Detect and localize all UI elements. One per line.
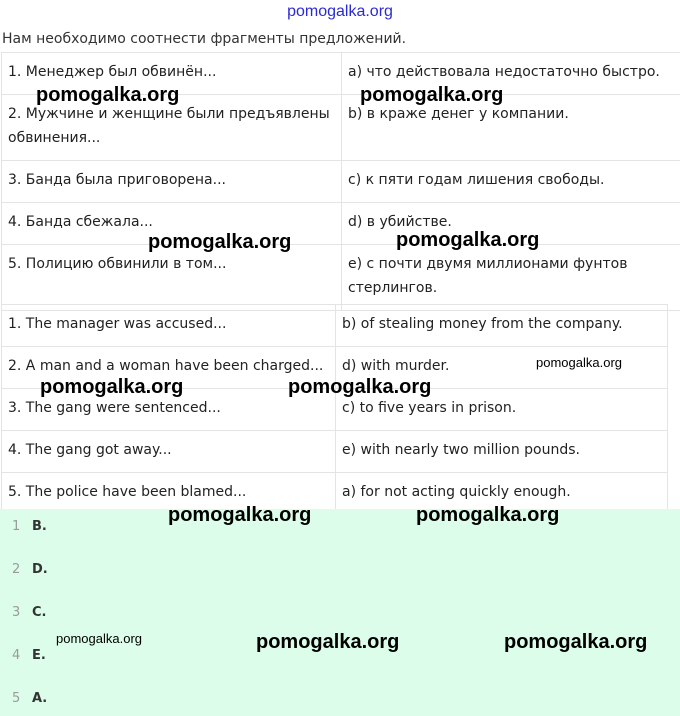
task-intro: Нам необходимо соотнести фрагменты предложений.: [2, 31, 407, 47]
watermark: pomogalka.org: [256, 631, 400, 653]
table-cell-right: d) в убийстве.: [342, 203, 680, 245]
answer-row: [12, 518, 47, 536]
watermark: pomogalka.org: [396, 229, 540, 251]
table-row: [2, 161, 680, 203]
answer-number: 2: [12, 562, 21, 577]
answer-letter: B.: [32, 519, 47, 534]
table-cell-left: 4. The gang got away...: [2, 431, 336, 473]
answer-number: 3: [12, 605, 21, 620]
table-cell-right: c) to five years in prison.: [336, 389, 668, 431]
table-cell-left: 3. Банда была приговорена...: [2, 161, 342, 203]
table-cell-left: 2. A man and a woman have been charged...: [2, 347, 336, 389]
answer-number: 1: [12, 519, 21, 534]
watermark: pomogalka.org: [536, 355, 622, 370]
watermark: pomogalka.org: [40, 376, 184, 398]
table-cell-left: 5. The police have been blamed...: [2, 473, 336, 515]
answer-panel: [0, 509, 680, 716]
answer-row: [12, 604, 46, 622]
table-cell-right: a) что действовала недостаточно быстро.: [342, 53, 680, 95]
table-cell-right: c) к пяти годам лишения свободы.: [342, 161, 680, 203]
answer-letter: D.: [32, 562, 48, 577]
table-cell-left: 2. Мужчине и женщине были предъявлены обвинения...: [2, 95, 342, 161]
watermark: pomogalka.org: [36, 84, 180, 106]
watermark: pomogalka.org: [416, 504, 560, 526]
table-cell-left: 3. The gang were sentenced...: [2, 389, 336, 431]
answer-letter: C.: [32, 605, 47, 620]
table-cell-left: 1. The manager was accused...: [2, 305, 336, 347]
watermark: pomogalka.org: [148, 231, 292, 253]
answer-row: [12, 690, 47, 708]
answer-letter: A.: [32, 691, 48, 706]
answer-row: [12, 561, 48, 579]
watermark: pomogalka.org: [56, 631, 142, 646]
table-cell-left: 4. Банда сбежала...: [2, 203, 342, 245]
site-header-link[interactable]: pomogalka.org: [287, 3, 393, 20]
answer-row: [12, 647, 46, 665]
table-cell-right: b) of stealing money from the company.: [336, 305, 668, 347]
watermark: pomogalka.org: [360, 84, 504, 106]
watermark: pomogalka.org: [288, 376, 432, 398]
table-cell-left: 5. Полицию обвинили в том...: [2, 245, 342, 311]
table-row: [2, 203, 680, 245]
table-cell-left: 1. Менеджер был обвинён...: [2, 53, 342, 95]
answer-letter: E.: [32, 648, 46, 663]
answer-number: 5: [12, 691, 21, 706]
watermark: pomogalka.org: [504, 631, 648, 653]
table-row: [2, 431, 668, 473]
english-match-table: [1, 304, 668, 515]
table-cell-right: b) в краже денег у компании.: [342, 95, 680, 161]
answer-number: 4: [12, 648, 21, 663]
table-row: [2, 305, 668, 347]
table-cell-right: a) for not acting quickly enough.: [336, 473, 668, 515]
table-row: [2, 245, 680, 311]
watermark: pomogalka.org: [168, 504, 312, 526]
table-cell-right: e) with nearly two million pounds.: [336, 431, 668, 473]
table-cell-right: e) с почти двумя миллионами фунтов стерлингов.: [342, 245, 680, 311]
table-cell-right: d) with murder.: [336, 347, 668, 389]
